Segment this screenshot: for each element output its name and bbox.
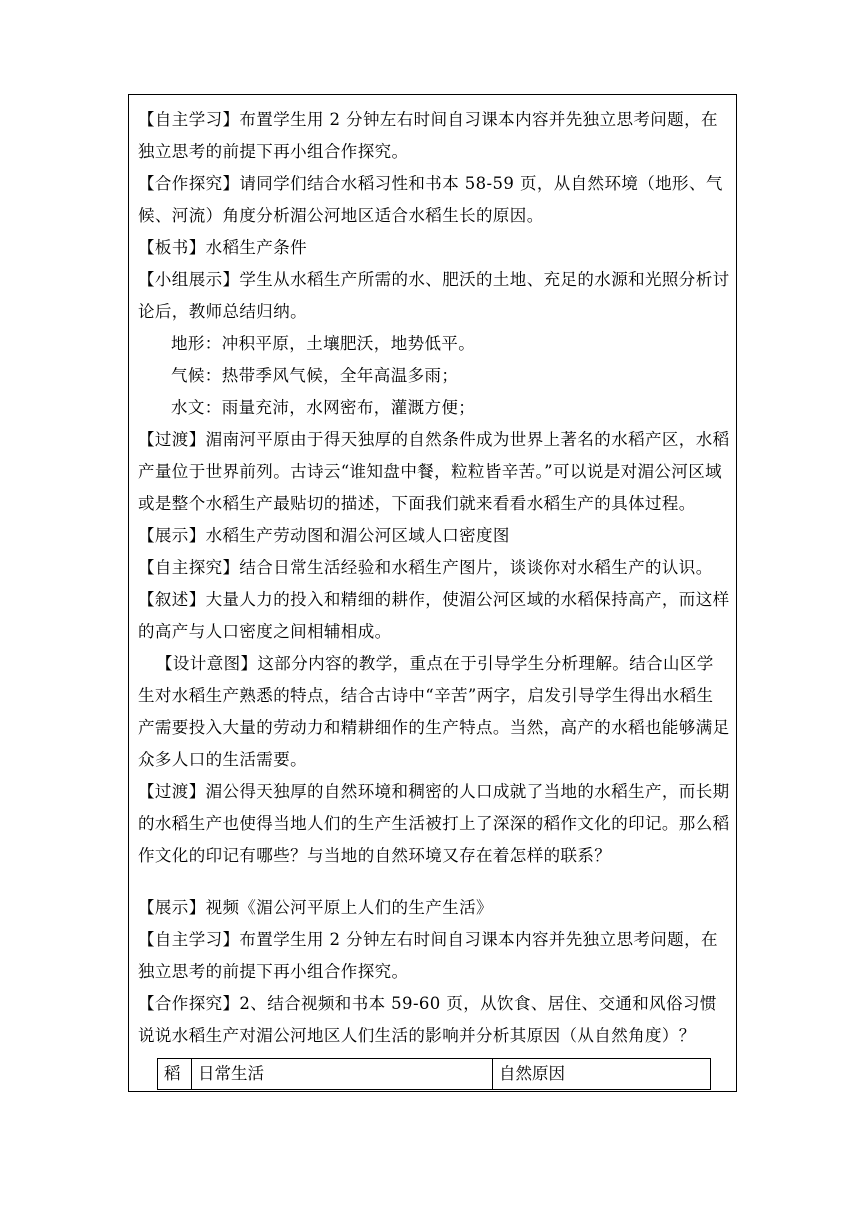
transition-paragraph-2: 【过渡】湄公得天独厚的自然环境和稠密的人口成就了当地的水稻生产，而长期的水稻生产也使得当地人们的生产生活被打上了深深的稻作文化的印记。那么稻作文化的印记有哪些？与当地的自然环境又存在着怎样的联系？ (138, 782, 730, 865)
climate-line: 气候：热带季风气候，全年高温多雨； (171, 366, 459, 385)
inner-table-col-daily-life: 日常生活 (192, 1059, 493, 1089)
blank-line (138, 872, 730, 892)
lesson-content (138, 104, 730, 1052)
terrain-line: 地形：冲积平原，土壤肥沃，地势低平。 (171, 334, 476, 353)
design-intent-paragraph: 【设计意图】这部分内容的教学，重点在于引导学生分析理解。结合山区学生对水稻生产熟悉的特点，结合古诗中“辛苦”两字，启发引导学生得出水稻生产需要投入大量的劳动力和精耕细作的生产特点。当然，高产的水稻也能够满足众多人口的生活需要。 (138, 654, 730, 769)
display-paragraph: 【展示】水稻生产劳动图和湄公河区域人口密度图 (138, 526, 510, 545)
blackboard-paragraph: 【板书】水稻生产条件 (138, 238, 307, 257)
self-inquiry-paragraph: 【自主探究】结合日常生活经验和水稻生产图片，谈谈你对水稻生产的认识。 (138, 558, 713, 577)
video-display-paragraph: 【展示】视频《湄公河平原上人们的生产生活》 (138, 898, 493, 917)
self-study-paragraph: 【自主学习】布置学生用 2 分钟左右时间自习课本内容并先独立思考问题，在独立思考的前提下再小组合作探究。 (138, 110, 718, 161)
self-study-paragraph-2: 【自主学习】布置学生用 2 分钟左右时间自习课本内容并先独立思考问题，在独立思考的前提下再小组合作探究。 (138, 930, 718, 981)
hydrology-line: 水文：雨量充沛，水网密布，灌溉方便； (171, 398, 476, 417)
inner-table-col-rice: 稻 (158, 1059, 192, 1089)
cooperative-inquiry-paragraph-2: 【合作探究】2、结合视频和书本 59-60 页，从饮食、居住、交通和风俗习惯说说水稻生产对湄公河地区人们生活的影响并分析其原因（从自然角度）？ (138, 994, 717, 1045)
inner-table-col-natural-reason: 自然原因 (499, 1064, 565, 1083)
group-presentation-paragraph: 【小组展示】学生从水稻生产所需的水、肥沃的土地、充足的水源和光照分析讨论后，教师总结归纳。 (138, 270, 730, 321)
transition-paragraph: 【过渡】湄南河平原由于得天独厚的自然条件成为世界上著名的水稻产区，水稻产量位于世界前列。古诗云“谁知盘中餐，粒粒皆辛苦。”可以说是对湄公河区域或是整个水稻生产最贴切的描述，下面我们就来看看水稻生产的具体过程。 (138, 430, 730, 513)
cooperative-inquiry-paragraph: 【合作探究】请同学们结合水稻习性和书本 58-59 页，从自然环境（地形、气候、河流）角度分析湄公河地区适合水稻生长的原因。 (138, 174, 723, 225)
narration-paragraph: 【叙述】大量人力的投入和精细的耕作，使湄公河区域的水稻保持高产，而这样的高产与人口密度之间相辅相成。 (138, 590, 730, 641)
inner-table-header-row (157, 1058, 711, 1090)
